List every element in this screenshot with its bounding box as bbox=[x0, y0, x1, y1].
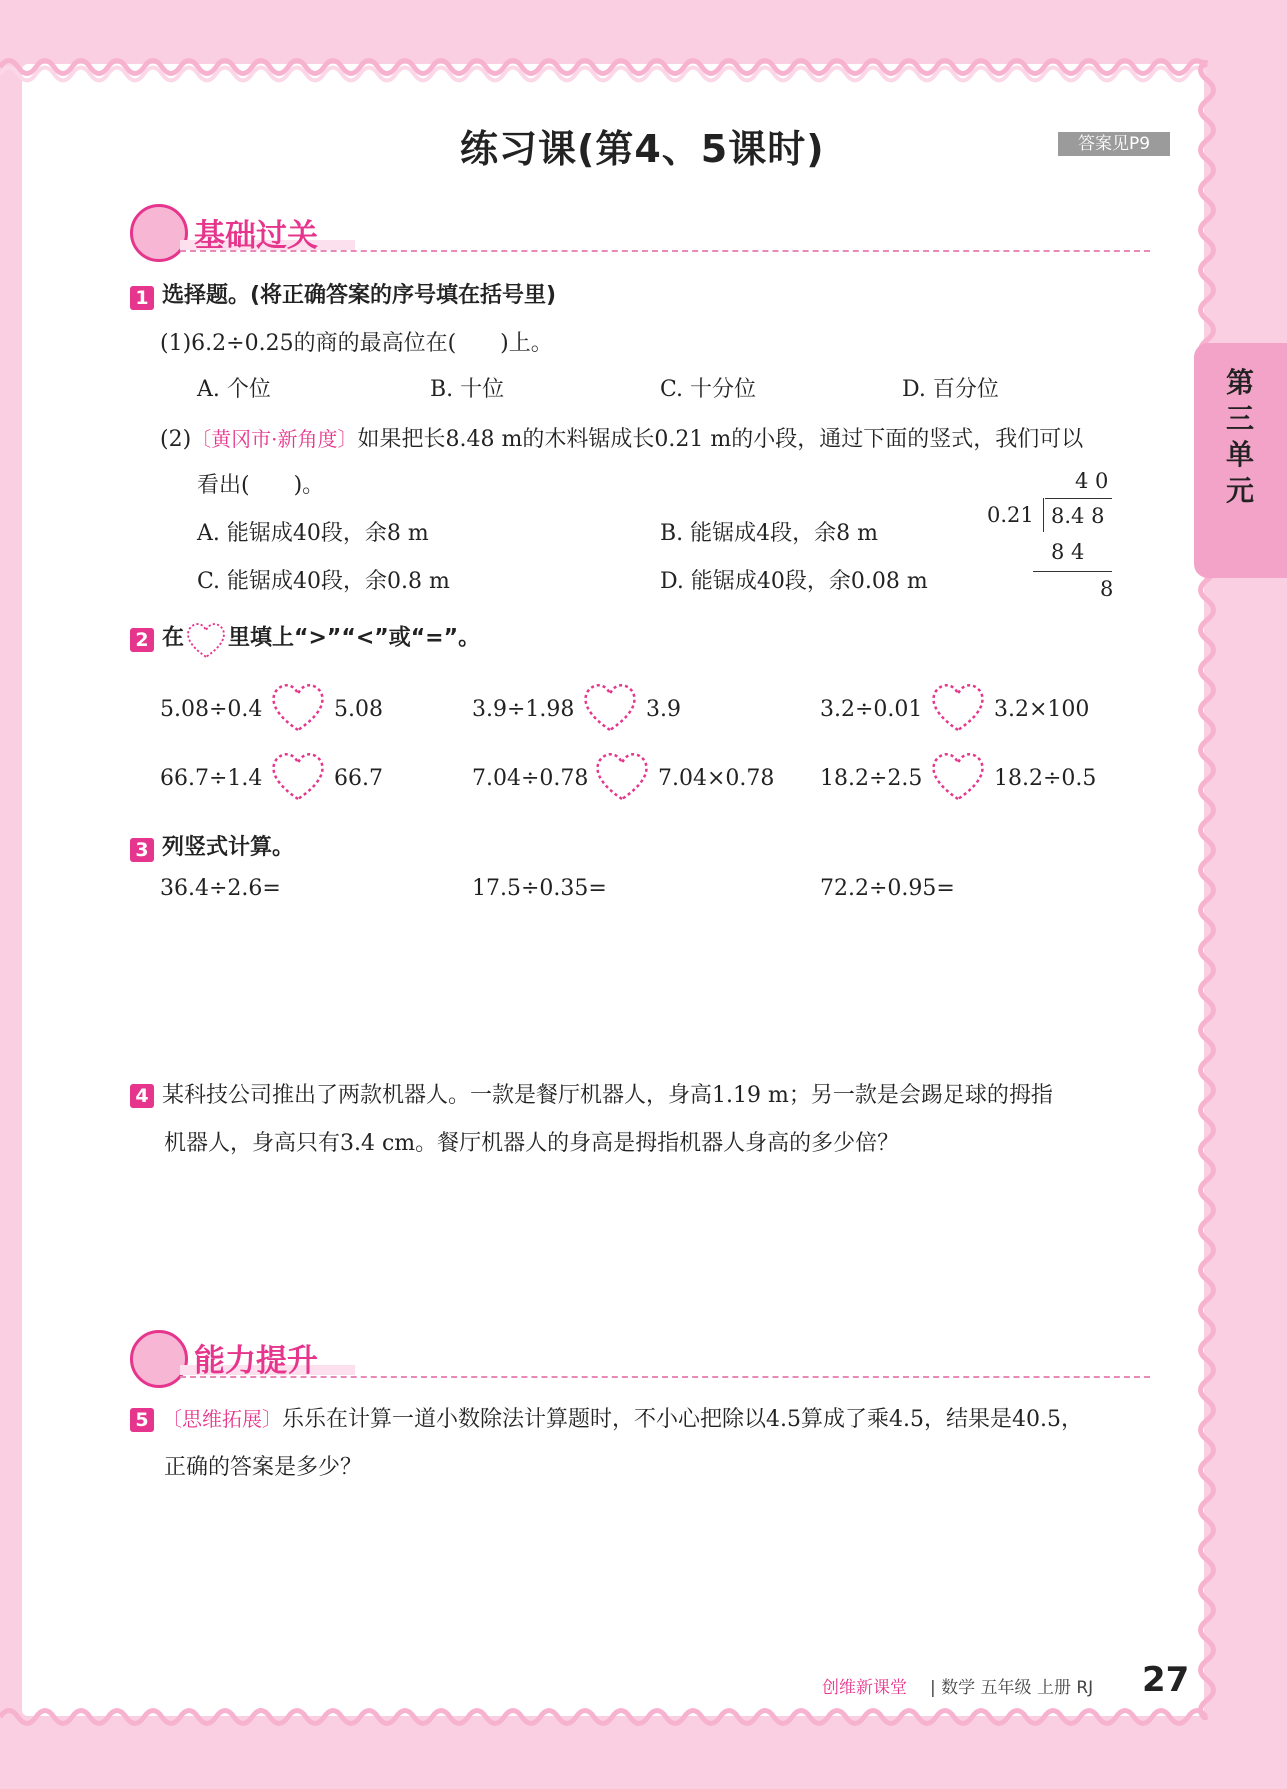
source-tag: 〔黄冈市·新角度〕 bbox=[191, 427, 358, 451]
question-3-title: 列竖式计算。 bbox=[162, 835, 295, 860]
heart-icon bbox=[184, 620, 228, 660]
ld-bracket bbox=[1043, 498, 1044, 532]
question-2-title-prefix: 在 bbox=[162, 625, 185, 651]
option-b: B. 十位 bbox=[430, 377, 505, 402]
compare-left-2: 3.9÷1.98 bbox=[472, 697, 575, 722]
footer-book-info: | 数学 五年级 上册 RJ bbox=[930, 1678, 1094, 1698]
question-1-header bbox=[130, 278, 556, 310]
ld-subtract-bar bbox=[1033, 571, 1112, 572]
calc-item-3: 72.2÷0.95= bbox=[820, 876, 955, 901]
section-heading-basic: 基础过关 bbox=[194, 218, 318, 254]
compare-right-3: 3.2×100 bbox=[994, 697, 1090, 722]
compare-left-6: 18.2÷2.5 bbox=[820, 766, 923, 791]
question-5-text: 乐乐在计算一道小数除法计算题时，不小心把除以4.5算成了乘4.5，结果是40.5， bbox=[282, 1407, 1083, 1432]
heart-answer-slot[interactable] bbox=[268, 680, 328, 734]
heart-answer-slot[interactable] bbox=[592, 749, 652, 803]
question-4-line-2: 机器人，身高只有3.4 cm。餐厅机器人的身高是拇指机器人身高的多少倍？ bbox=[164, 1131, 900, 1156]
option-a: A. 个位 bbox=[197, 377, 271, 402]
compare-right-2: 3.9 bbox=[646, 697, 681, 722]
part-prefix: (2) bbox=[160, 427, 192, 452]
compare-right-1: 5.08 bbox=[334, 697, 383, 722]
unit-side-tab-label: 第三单元 bbox=[1225, 366, 1254, 507]
compare-left-5: 7.04÷0.78 bbox=[472, 766, 589, 791]
question-1-part-1-stem: (1)6.2÷0.25的商的最高位在( )上。 bbox=[160, 331, 553, 356]
ld-product: 8 4 bbox=[1051, 540, 1085, 564]
question-3-header bbox=[130, 830, 294, 862]
question-1-part-2-stem-line-2: 看出( )。 bbox=[197, 473, 325, 498]
option-c: C. 十分位 bbox=[660, 377, 757, 402]
question-2-title-suffix: 里填上“>”“<”或“=”。 bbox=[228, 625, 481, 651]
compare-right-5: 7.04×0.78 bbox=[658, 766, 775, 791]
question-number-badge: 1 bbox=[130, 286, 154, 310]
question-5-line-2: 正确的答案是多少？ bbox=[164, 1455, 363, 1480]
source-tag: 〔思维拓展〕 bbox=[162, 1407, 282, 1431]
compare-right-4: 66.7 bbox=[334, 766, 383, 791]
heart-answer-slot[interactable] bbox=[268, 749, 328, 803]
question-number-badge: 2 bbox=[130, 628, 154, 652]
stem-line-1: 如果把长8.48 m的木料锯成长0.21 m的小段，通过下面的竖式，我们可以 bbox=[357, 427, 1084, 452]
page-title: 练习课(第4、5课时) bbox=[460, 127, 825, 171]
ld-dividend: 8.4 8 bbox=[1051, 504, 1105, 528]
ld-divisor: 0.21 bbox=[987, 503, 1034, 527]
page-number: 27 bbox=[1142, 1660, 1190, 1700]
compare-left-1: 5.08÷0.4 bbox=[160, 697, 263, 722]
ld-remainder: 8 bbox=[1100, 577, 1114, 601]
question-number-badge: 5 bbox=[130, 1408, 154, 1432]
section-heading-advanced: 能力提升 bbox=[194, 1343, 318, 1379]
question-number-badge: 4 bbox=[130, 1084, 154, 1108]
heart-answer-slot[interactable] bbox=[928, 749, 988, 803]
section-divider bbox=[180, 1376, 1150, 1378]
compare-left-3: 3.2÷0.01 bbox=[820, 697, 923, 722]
question-number-badge: 3 bbox=[130, 838, 154, 862]
question-4-text: 某科技公司推出了两款机器人。一款是餐厅机器人，身高1.19 m；另一款是会踢足球的拇指 bbox=[162, 1083, 1053, 1108]
mascot-avatar-icon bbox=[130, 204, 188, 262]
unit-side-tab bbox=[1194, 343, 1287, 578]
heart-answer-slot[interactable] bbox=[928, 680, 988, 734]
question-5-line-1 bbox=[130, 1402, 1083, 1433]
long-division-figure bbox=[985, 465, 1135, 615]
option-a: A. 能锯成40段，余8 m bbox=[197, 521, 429, 546]
section-divider bbox=[180, 250, 1150, 252]
answer-reference-badge: 答案见P9 bbox=[1058, 132, 1170, 156]
question-1-part-2-stem bbox=[160, 422, 1083, 453]
option-d: D. 百分位 bbox=[902, 377, 999, 402]
ld-quotient: 4 0 bbox=[1075, 469, 1109, 493]
option-d: D. 能锯成40段，余0.08 m bbox=[660, 569, 928, 594]
question-2-header bbox=[130, 620, 480, 660]
ld-top-bar bbox=[1045, 498, 1112, 499]
question-1-title: 选择题。(将正确答案的序号填在括号里) bbox=[162, 283, 557, 308]
calc-item-1: 36.4÷2.6= bbox=[160, 876, 281, 901]
compare-right-6: 18.2÷0.5 bbox=[994, 766, 1097, 791]
calc-item-2: 17.5÷0.35= bbox=[472, 876, 607, 901]
mascot-avatar-icon bbox=[130, 1330, 188, 1388]
question-4-line-1 bbox=[130, 1078, 1053, 1109]
option-c: C. 能锯成40段，余0.8 m bbox=[197, 569, 450, 594]
heart-answer-slot[interactable] bbox=[580, 680, 640, 734]
footer-brand: 创维新课堂 bbox=[822, 1678, 907, 1698]
compare-left-4: 66.7÷1.4 bbox=[160, 766, 263, 791]
option-b: B. 能锯成4段，余8 m bbox=[660, 521, 879, 546]
